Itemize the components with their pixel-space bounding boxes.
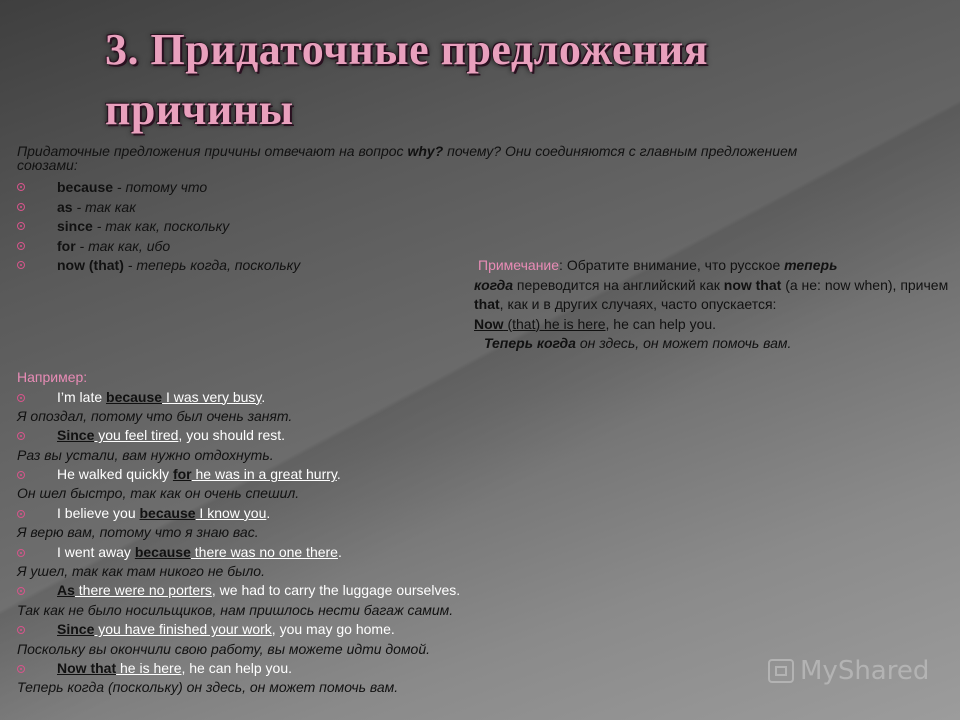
- example-tail: , he can help you.: [181, 659, 293, 676]
- examples-section: [17, 368, 917, 698]
- example-tail: , we had to carry the luggage ourselves.: [211, 582, 461, 599]
- example-conjunction: because: [106, 388, 163, 405]
- conjunction-item: [17, 237, 917, 257]
- example-clause: I know you: [195, 504, 267, 521]
- conjunction-ru: - так как, ибо: [75, 237, 171, 254]
- example-en: [17, 543, 917, 562]
- note-example-ru-bold: Теперь когда: [484, 335, 576, 351]
- example-clause: you feel tired: [94, 427, 179, 444]
- conjunction-ru: - потому что: [113, 179, 208, 195]
- example-en: [17, 581, 917, 600]
- example-tail: .: [266, 504, 271, 521]
- examples-header: Например:: [17, 369, 88, 385]
- example-tail: .: [337, 543, 342, 560]
- note-word-teper: теперь: [784, 257, 838, 273]
- note-example-clause: he is here: [544, 315, 606, 332]
- bullet-icon: [17, 665, 25, 673]
- bullet-icon: [17, 587, 25, 595]
- conjunction-en: since: [57, 218, 93, 234]
- bullet-icon: [17, 626, 25, 634]
- intro-part2: почему? Они соединяются с главным предложением союзами:: [17, 143, 798, 173]
- bullet-icon: [17, 222, 25, 230]
- example-ru: Я верю вам, потому что я знаю вас.: [17, 524, 259, 541]
- example-en: [17, 504, 917, 523]
- conjunction-en: now (that): [57, 257, 124, 273]
- example-clause: he is here: [116, 659, 182, 676]
- note-text: , как и в других случаях, часто опускается:: [499, 296, 777, 312]
- example-tail: , you should rest.: [178, 427, 286, 444]
- bullet-icon: [17, 432, 25, 440]
- examples-list: [17, 388, 917, 698]
- conjunction-ru: - так как: [72, 198, 136, 215]
- note-example-that: (that): [503, 315, 545, 332]
- note-example-now: Now: [474, 315, 504, 332]
- example-clause: I was very busy: [162, 388, 262, 405]
- bullet-icon: [17, 549, 25, 557]
- note-example-rest: , he can help you.: [605, 315, 717, 332]
- conjunction-item: [17, 178, 917, 198]
- conjunction-item: [17, 217, 917, 237]
- example-conjunction: because: [134, 543, 191, 560]
- example-conjunction: because: [139, 504, 196, 521]
- conjunction-en: for: [57, 237, 76, 254]
- bullet-icon: [17, 261, 25, 269]
- example-ru: Раз вы устали, вам нужно отдохнуть.: [17, 446, 274, 463]
- note-example-ru: он здесь, он может помочь вам.: [575, 335, 792, 351]
- example-conjunction: Since: [57, 427, 95, 444]
- presentation-icon: [768, 659, 794, 683]
- example-clause: you have finished your work: [94, 621, 272, 638]
- watermark-text: MyShared: [800, 656, 930, 686]
- example-conjunction: Now that: [57, 659, 117, 676]
- note-text: (а не: now when), причем: [781, 276, 949, 293]
- conjunction-ru: - так как, поскольку: [92, 218, 230, 234]
- example-ru: Я опоздал, потому что был очень занят.: [17, 407, 293, 424]
- note-now-that: now that: [723, 276, 782, 293]
- example-conjunction: Since: [57, 621, 95, 638]
- note-block: [474, 256, 954, 354]
- example-clause: there was no one there: [190, 543, 338, 560]
- note-word-kogda: когда: [474, 276, 514, 293]
- example-conjunction: As: [57, 582, 75, 599]
- note-text: переводится на английский как: [513, 276, 724, 293]
- intro-text: [17, 144, 857, 172]
- bullet-icon: [17, 510, 25, 518]
- bullet-icon: [17, 203, 25, 211]
- example-ru: Теперь когда (поскольку) он здесь, он может помочь вам.: [17, 679, 399, 696]
- bullet-icon: [17, 394, 25, 402]
- conjunction-ru: - теперь когда, поскольку: [123, 257, 301, 273]
- example-clause: there were no porters: [74, 582, 212, 599]
- example-tail: .: [336, 466, 341, 483]
- example-lead: I’m late: [57, 388, 107, 405]
- note-text: : Обратите внимание, что русское: [559, 257, 785, 273]
- intro-why: why?: [407, 143, 444, 159]
- example-lead: I believe you: [57, 504, 140, 521]
- conjunction-item: [17, 198, 917, 218]
- example-lead: I went away: [57, 543, 135, 560]
- bullet-icon: [17, 471, 25, 479]
- example-ru: Я ушел, так как там никого не было.: [17, 563, 265, 580]
- conjunction-en: as: [57, 198, 73, 215]
- example-conjunction: for: [172, 466, 192, 483]
- example-tail: , you may go home.: [271, 621, 395, 638]
- note-label: Примечание: [478, 257, 560, 273]
- example-tail: .: [261, 388, 266, 405]
- example-en: [17, 620, 917, 639]
- example-en: [17, 426, 917, 445]
- conjunction-en: because: [57, 179, 114, 195]
- example-clause: he was in a great hurry: [191, 466, 337, 483]
- bullet-icon: [17, 183, 25, 191]
- example-en: [17, 388, 917, 407]
- example-ru: Он шел быстро, так как он очень спешил.: [17, 485, 300, 502]
- example-lead: He walked quickly: [57, 466, 173, 483]
- example-ru: Так как не было носильщиков, нам пришлось нести багаж самим.: [17, 601, 454, 618]
- watermark: [768, 656, 929, 686]
- slide-title: 3. Придаточные предложения причины: [105, 25, 709, 134]
- note-that: that: [474, 296, 500, 312]
- bullet-icon: [17, 242, 25, 250]
- intro-part1: Придаточные предложения причины отвечают на вопрос: [17, 143, 408, 159]
- example-en: [17, 465, 917, 484]
- example-ru: Поскольку вы окончили свою работу, вы можете идти домой.: [17, 640, 431, 657]
